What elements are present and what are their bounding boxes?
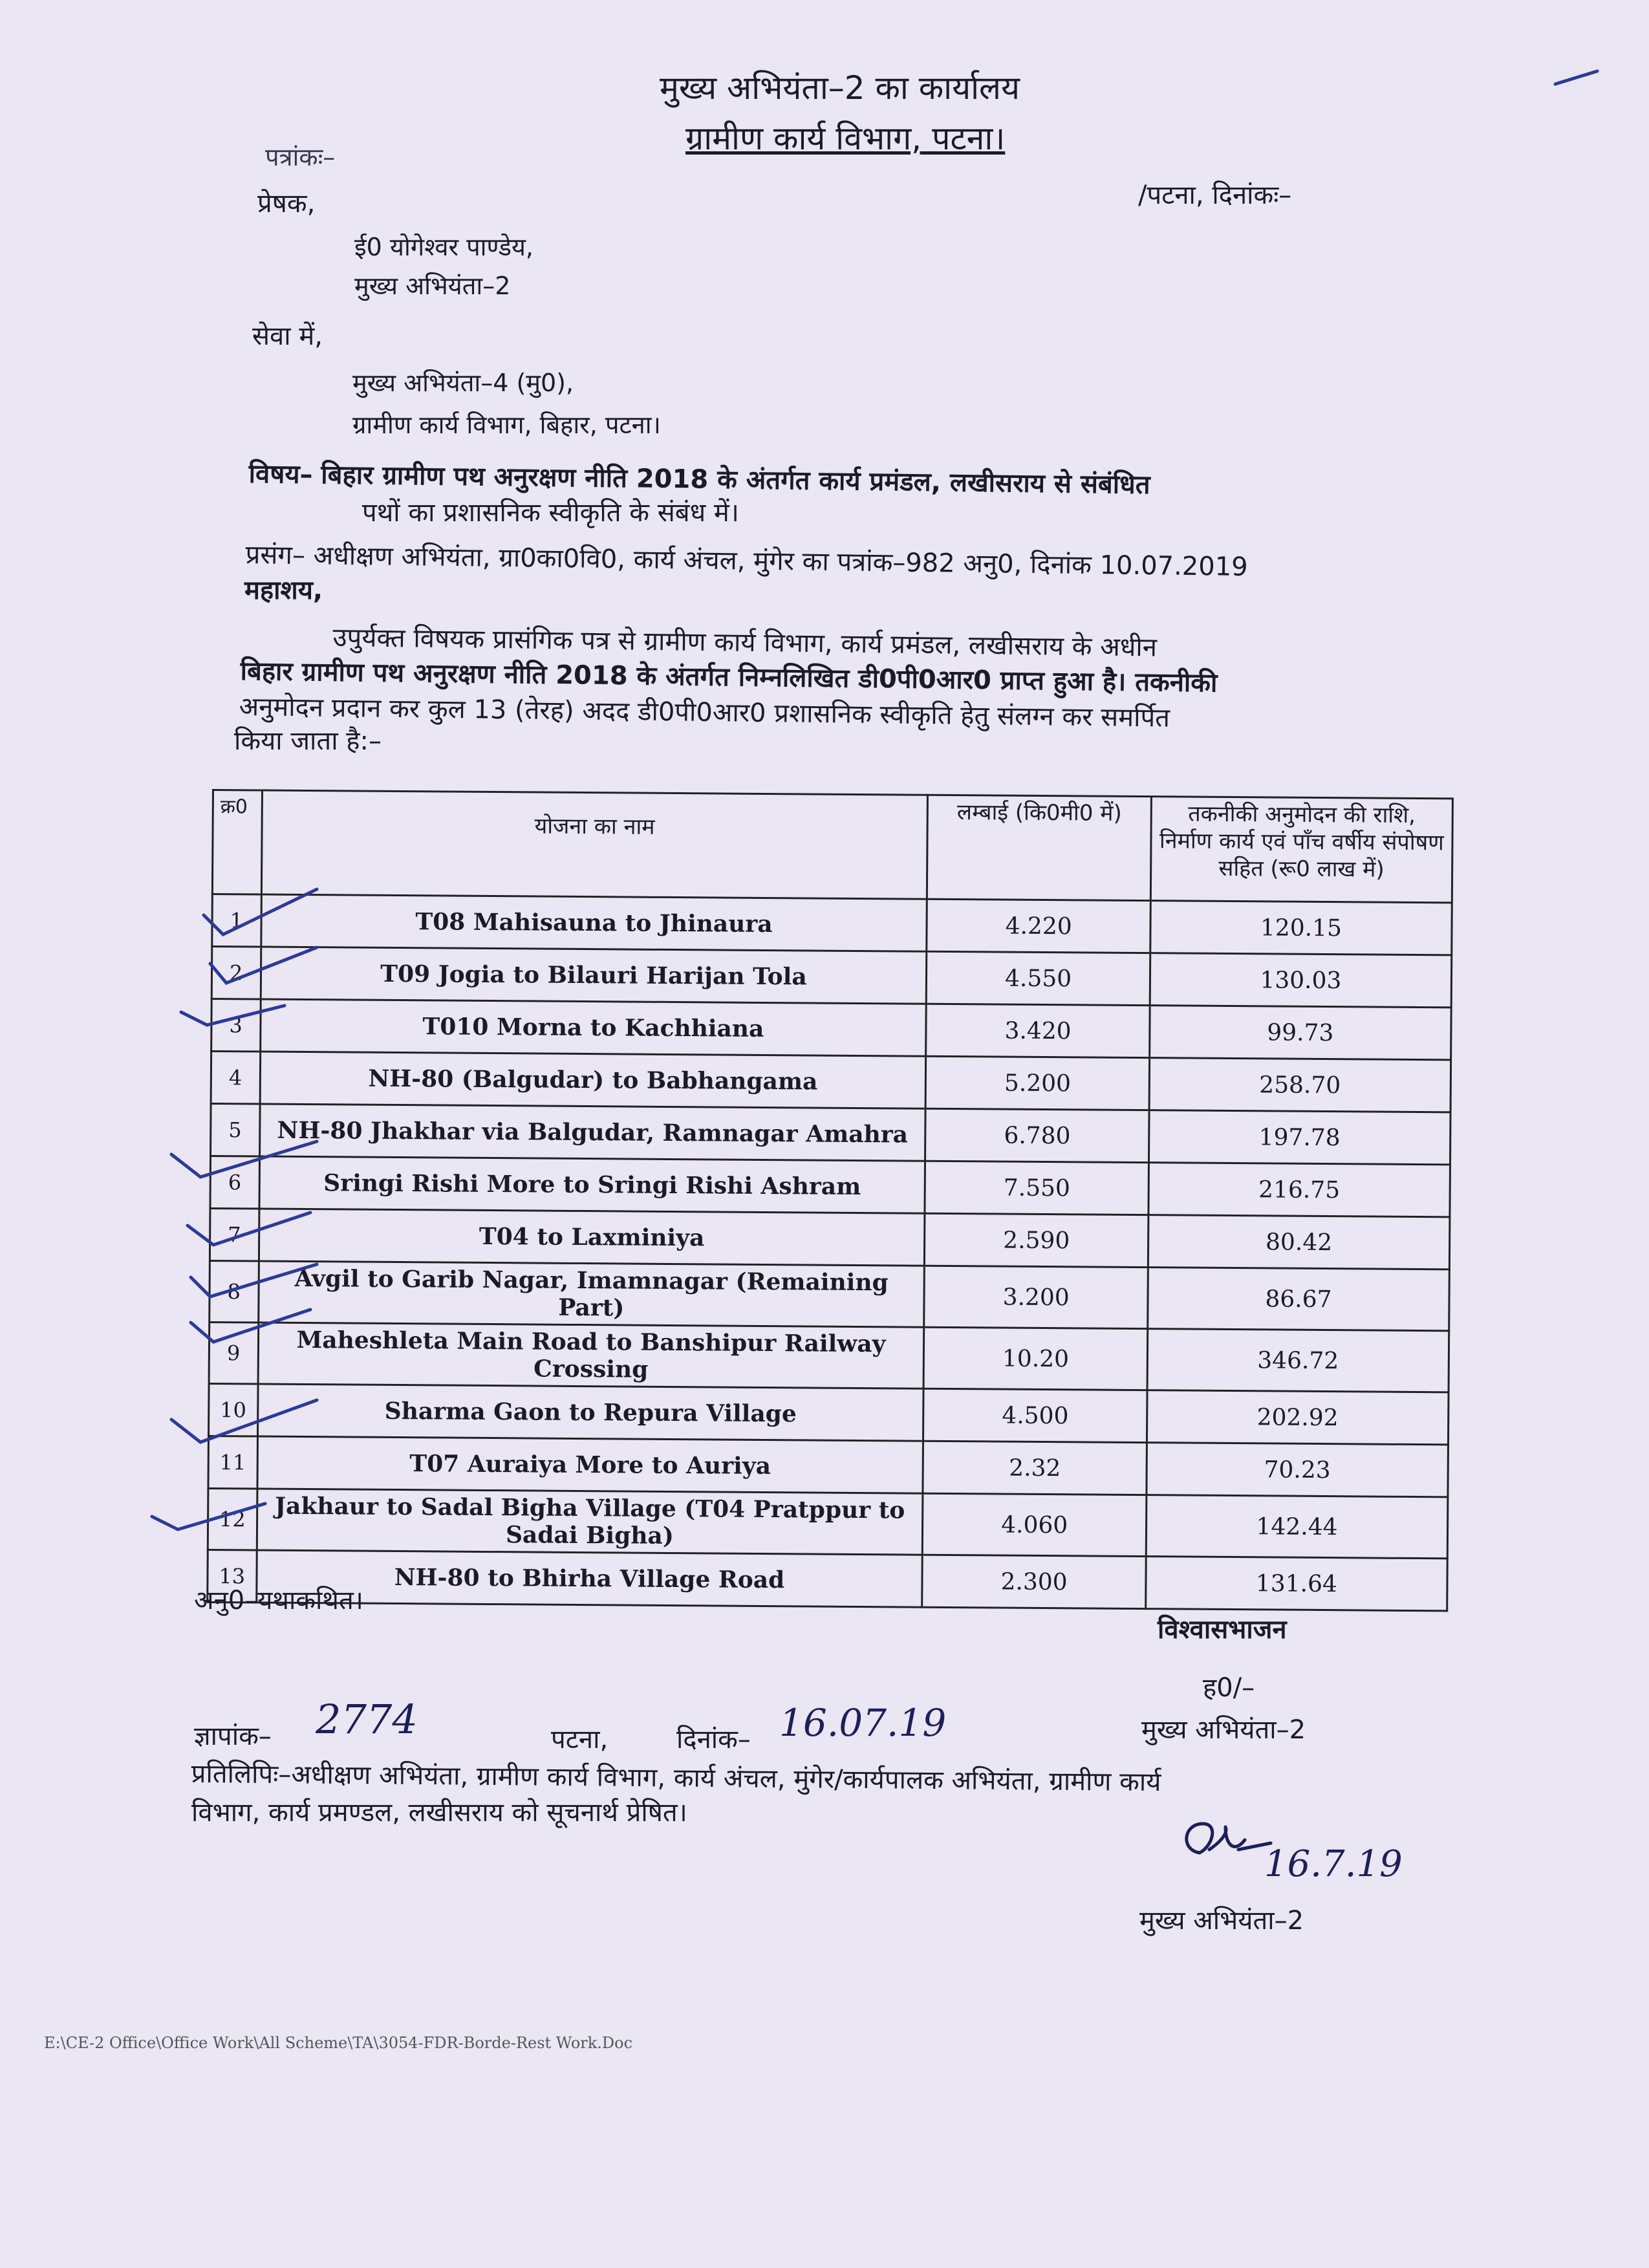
memo-place: पटना, <box>551 1725 609 1755</box>
cell-amount: 86.67 <box>1148 1268 1450 1331</box>
cell-scheme-name: T09 Jogia to Bilauri Harijan Tola <box>261 947 927 1004</box>
cell-amount: 120.15 <box>1150 901 1452 955</box>
cell-sn: 2 <box>211 947 261 1000</box>
tick-icon <box>210 947 317 983</box>
recipient-designation: मुख्य अभियंता–4 (मु0), <box>352 369 574 397</box>
cell-sn: 5 <box>211 1103 260 1156</box>
enclosure-note: अनु0–यथाकथित। <box>194 1586 363 1615</box>
signature-placeholder: ह0/– <box>1203 1673 1255 1703</box>
cell-length: 4.060 <box>923 1493 1147 1556</box>
signature-date: 16.7.19 <box>1264 1843 1403 1885</box>
cell-sn: 7 <box>210 1208 259 1261</box>
table-header-row <box>212 790 1452 903</box>
header-length: लम्बाई (कि0मी0 में) <box>927 795 1151 900</box>
memo-number: 2774 <box>316 1696 418 1743</box>
cell-scheme-name: Avgil to Garib Nagar, Imamnagar (Remaining Part) <box>258 1261 925 1327</box>
memo-label: ज्ञापांक– <box>194 1722 272 1751</box>
cell-sn: 4 <box>211 1052 260 1105</box>
body-line-2: बिहार ग्रामीण पथ अनुरक्षण नीति 2018 के अंतर्गत निम्नलिखित डी0पी0आर0 प्राप्त हुआ है। तकनीकी <box>240 656 1218 698</box>
tick-icon <box>152 1504 265 1529</box>
cell-amount: 202.92 <box>1147 1390 1449 1445</box>
sender-designation: मुख्य अभियंता–2 <box>354 272 511 300</box>
sender-name: ई0 योगेश्वर पाण्डेय, <box>354 233 534 261</box>
memo-date: 16.07.19 <box>779 1701 947 1745</box>
copy-to-line-2: विभाग, कार्य प्रमण्डल, लखीसराय को सूचनार्थ प्रेषित। <box>191 1798 687 1828</box>
reference: प्रसंग– अधीक्षण अभियंता, ग्रा0का0वि0, कार्य अंचल, मुंगेर का पत्रांक–982 अनु0, दिनांक 10.07.2019 <box>245 539 1248 582</box>
cell-amount: 130.03 <box>1150 953 1452 1008</box>
table-row <box>209 1322 1449 1392</box>
tick-icon <box>171 1141 317 1177</box>
cell-amount: 80.42 <box>1148 1215 1450 1269</box>
cell-sn: 12 <box>208 1488 257 1550</box>
sender-label: प्रेषक, <box>257 189 316 219</box>
department-title: ग्रामीण कार्य विभाग, पटना। <box>685 120 1006 157</box>
body-line-4: किया जाता है:– <box>234 726 382 756</box>
signoff-designation: मुख्य अभियंता–2 <box>1139 1906 1304 1936</box>
pen-mark-icon <box>1552 65 1604 91</box>
signature-image <box>1174 1814 1277 1879</box>
table-row <box>209 1383 1449 1444</box>
closing-designation: मुख्य अभियंता–2 <box>1141 1715 1306 1745</box>
tick-icon <box>188 1213 310 1245</box>
cell-amount: 258.70 <box>1149 1058 1451 1112</box>
cell-scheme-name: T04 to Laxminiya <box>259 1209 925 1266</box>
place-date-label: /पटना, दिनांकः– <box>1138 180 1292 210</box>
cell-sn: 1 <box>212 894 261 947</box>
cell-scheme-name: NH-80 (Balgudar) to Babhangama <box>260 1052 927 1108</box>
table-row <box>211 999 1452 1060</box>
table-row <box>208 1488 1448 1558</box>
table-row <box>211 947 1452 1008</box>
body-line-1: उपुर्यक्त विषयक प्रासंगिक पत्र से ग्रामीण कार्य विभाग, कार्य प्रमंडल, लखीसराय के अधीन <box>332 622 1158 663</box>
cell-length: 2.590 <box>925 1213 1148 1267</box>
copy-to-line-1: प्रतिलिपिः–अधीक्षण अभियंता, ग्रामीण कार्य विभाग, कार्य अंचल, मुंगेर/कार्यपालक अभियंता, ग्रामीण कार्य <box>191 1758 1161 1798</box>
cell-scheme-name: Maheshleta Main Road to Banshipur Railway Crossing <box>258 1323 925 1388</box>
cell-sn: 10 <box>209 1383 258 1436</box>
cell-scheme-name: T07 Auraiya More to Auriya <box>257 1436 923 1493</box>
cell-length: 6.780 <box>925 1108 1149 1162</box>
cell-length: 4.550 <box>927 951 1150 1005</box>
table-row <box>211 1103 1451 1164</box>
cell-amount: 346.72 <box>1147 1329 1449 1392</box>
tick-icon <box>191 1310 310 1342</box>
table-row <box>210 1156 1450 1216</box>
cell-length: 7.550 <box>925 1161 1148 1215</box>
recipient-office: ग्रामीण कार्य विभाग, बिहार, पटना। <box>352 411 661 439</box>
closing-faithfully: विश्वासभाजन <box>1158 1615 1287 1645</box>
tick-icon <box>191 1264 317 1297</box>
cell-scheme-name: T010 Morna to Kachhiana <box>260 999 927 1056</box>
cell-sn: 13 <box>208 1550 257 1603</box>
cell-length: 3.200 <box>924 1266 1148 1328</box>
subject-line-2: पथों का प्रशासनिक स्वीकृति के संबंध में। <box>362 498 739 528</box>
cell-length: 2.32 <box>923 1441 1147 1495</box>
subject-label: विषय– <box>248 459 313 490</box>
cell-amount: 70.23 <box>1147 1443 1449 1497</box>
letter-number-label: पत्रांकः– <box>265 143 336 171</box>
table-row <box>210 1208 1450 1269</box>
cell-sn: 8 <box>210 1260 259 1323</box>
cell-scheme-name: Jakhaur to Sadal Bigha Village (T04 Pratppur to Sadai Bigha) <box>257 1489 923 1555</box>
table-row <box>212 894 1452 955</box>
office-title: मुख्य अभियंता–2 का कार्यालय <box>660 69 1020 107</box>
recipient-label: सेवा में, <box>252 321 323 351</box>
cell-sn: 9 <box>209 1322 258 1384</box>
header-scheme-name: योजना का नाम <box>261 790 928 899</box>
table-row <box>210 1260 1450 1330</box>
memo-date-label: दिनांक– <box>676 1725 751 1755</box>
header-amount: तकनीकी अनुमोदन की राशि, निर्माण कार्य एवं पाँच वर्षीय संपोषण सहित (रू0 लाख में) <box>1150 797 1452 903</box>
table-row <box>208 1436 1449 1496</box>
cell-sn: 3 <box>211 999 261 1052</box>
cell-length: 10.20 <box>924 1327 1148 1390</box>
cell-sn: 11 <box>208 1436 257 1489</box>
cell-scheme-name: NH-80 to Bhirha Village Road <box>256 1550 923 1607</box>
tick-icon <box>171 1400 317 1442</box>
handwritten-ticks <box>142 876 336 1555</box>
cell-amount: 197.78 <box>1148 1110 1450 1165</box>
cell-sn: 6 <box>210 1156 259 1209</box>
cell-length: 4.220 <box>927 899 1150 953</box>
table-row <box>208 1550 1448 1610</box>
cell-scheme-name: Sringi Rishi More to Sringi Rishi Ashram <box>259 1156 925 1213</box>
salutation: महाशय, <box>244 576 323 605</box>
cell-length: 3.420 <box>926 1004 1150 1057</box>
body-line-3: अनुमोदन प्रदान कर कुल 13 (तेरह) अदद डी0पी0आर0 प्रशासनिक स्वीकृति हेतु संलग्न कर समर्पित <box>239 691 1170 733</box>
subject-line-1: बिहार ग्रामीण पथ अनुरक्षण नीति 2018 के अंतर्गत कार्य प्रमंडल, लखीसराय से संबंधित <box>321 460 1150 501</box>
dpr-table <box>206 789 1454 1612</box>
cell-length: 5.200 <box>926 1056 1150 1110</box>
tick-icon <box>181 1006 285 1025</box>
cell-amount: 99.73 <box>1149 1006 1451 1060</box>
cell-amount: 142.44 <box>1146 1495 1448 1559</box>
cell-scheme-name: T08 Mahisauna to Jhinaura <box>261 894 927 951</box>
cell-length: 2.300 <box>922 1555 1146 1608</box>
table-row <box>211 1052 1451 1112</box>
cell-scheme-name: Sharma Gaon to Repura Village <box>257 1384 924 1441</box>
file-path-footer: E:\CE-2 Office\Office Work\All Scheme\TA\3054-FDR-Borde-Rest Work.Doc <box>44 2034 633 2052</box>
cell-scheme-name: NH-80 Jhakhar via Balgudar, Ramnagar Amahra <box>259 1104 926 1161</box>
cell-length: 4.500 <box>923 1388 1147 1442</box>
cell-amount: 216.75 <box>1148 1163 1450 1217</box>
cell-amount: 131.64 <box>1145 1557 1447 1611</box>
tick-icon <box>204 889 317 934</box>
header-sn: क्र0 <box>212 790 262 895</box>
